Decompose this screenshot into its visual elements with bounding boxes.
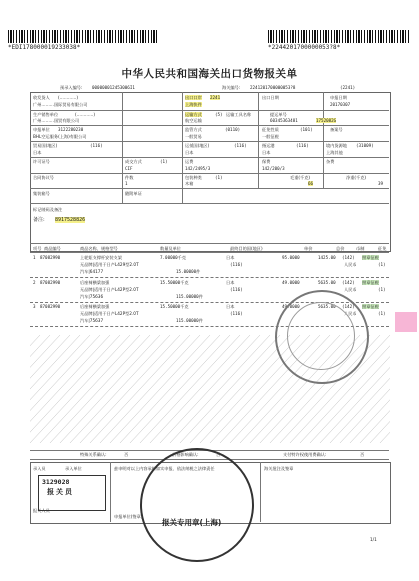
export-date-label: 出口日期 xyxy=(262,95,279,100)
item-price: 49.0000 xyxy=(282,304,300,309)
declare-unit-label: 申报单位(签章) xyxy=(114,514,143,519)
item-currency-code: (142) xyxy=(342,280,355,285)
item-currency: 人民币 xyxy=(344,311,357,316)
item-levy: 照章征税 xyxy=(362,255,379,260)
item-country-code: (116) xyxy=(230,262,243,267)
transport-name: 航空运输 xyxy=(185,118,202,123)
item-total: 1425.00 xyxy=(318,255,336,260)
insurance-label: 保费 xyxy=(262,159,271,164)
item-no: 2 xyxy=(33,280,36,285)
round-stamp-inner xyxy=(287,302,355,370)
customs-no-label: 海关编号: xyxy=(222,85,241,90)
item-qty2: 115.00000件 xyxy=(176,294,203,299)
item-qty1: 7.00000千克 xyxy=(160,255,187,260)
customs-seal xyxy=(140,448,254,562)
freight-label: 运费 xyxy=(185,159,194,164)
declare-date: 20170307 xyxy=(330,102,351,107)
item-name2: 无品牌|适用于日产L42P型2.0T xyxy=(80,287,139,292)
producer-label: 生产销售单位 xyxy=(33,112,59,117)
item-code: 87082990 xyxy=(40,280,61,285)
export-port-label: 出口口岸 xyxy=(185,95,202,100)
packages: 1 xyxy=(125,181,128,186)
remarks-label: 标记唛码及备注 xyxy=(33,207,63,212)
item-code: 87082990 xyxy=(40,255,61,260)
deal: CIF xyxy=(125,166,133,171)
freight: 142/2495/3 xyxy=(185,166,211,171)
page-mark: (2241) xyxy=(340,85,356,90)
transport-label: 运输方式 xyxy=(185,112,202,117)
supervision-label: 监管方式 xyxy=(185,127,202,132)
dest-country: 日本 xyxy=(185,150,194,155)
levy-code: (101) xyxy=(300,127,313,132)
item-row-divider xyxy=(30,277,389,278)
col-country: 最终目的国(地区) xyxy=(230,246,263,251)
item-no: 1 xyxy=(33,255,36,260)
declare-statement: 兹申明对以上内容承担如实申报、依法纳税之法律责任 xyxy=(114,466,215,471)
gross: 66 xyxy=(308,181,314,186)
col-currency: 币制 xyxy=(356,246,365,251)
item-name2: 无品牌|适用于日产L42P型2.0T xyxy=(80,311,139,316)
item-name1: 后座椅横梁加强 xyxy=(80,280,110,285)
supervision-code: (0110) xyxy=(225,127,241,132)
agent-name: BHL空运服务(上海)有限公司 xyxy=(33,134,87,139)
agent-label: 申报单位 xyxy=(33,127,50,132)
special-label: 特殊关系确认: xyxy=(80,452,107,457)
item-levy: 照章征税 xyxy=(362,280,379,285)
col-qty: 数量及单位 xyxy=(160,246,181,251)
levy-label: 征免性质 xyxy=(262,127,279,132)
dest-port-label: 指运港 xyxy=(262,143,275,148)
royalty-label: 支付特许权使用费确认: xyxy=(283,452,327,457)
remarks-note-label: 备注: xyxy=(33,217,45,223)
levy-name: 一般征税 xyxy=(262,134,279,139)
dest-port-code: (116) xyxy=(296,143,309,148)
export-port-code: 2241 xyxy=(210,95,221,100)
item-no: 3 xyxy=(33,304,36,309)
item-currency-code: (142) xyxy=(342,255,355,260)
price-value: 否 xyxy=(216,452,221,457)
item-total: 5635.00 xyxy=(318,304,336,309)
declarer-label: 报关人员 xyxy=(33,508,50,513)
declarer-stamp-id: 3129028 xyxy=(42,478,70,486)
trade-country-code: (116) xyxy=(90,143,103,148)
pack-type-code: (1) xyxy=(215,175,223,180)
item-qty1: 15.50000千克 xyxy=(160,280,189,285)
consignor-value: (…………) xyxy=(58,95,79,100)
pack-type: 木箱 xyxy=(185,181,194,186)
item-currency-code: (142) xyxy=(342,304,355,309)
declarer-stamp xyxy=(38,475,106,511)
page-number: 1/1 xyxy=(370,537,377,542)
item-qty2: 115.00000件 xyxy=(176,318,203,323)
customs-no: 2241201700000053?8 xyxy=(250,85,296,90)
producer-value: (…………) xyxy=(75,112,96,117)
col-total: 总价 xyxy=(336,246,345,251)
col-code: 商品编号 xyxy=(44,246,61,251)
net: 39 xyxy=(378,181,384,186)
bill-no-highlight: 1752082G xyxy=(316,118,337,123)
agent-code: 3122280230 xyxy=(58,127,84,132)
pack-type-label: 包装种类 xyxy=(185,175,202,180)
item-qty1: 15.50000千克 xyxy=(160,304,189,309)
supervision-name: 一般贸易 xyxy=(185,134,202,139)
transport-code: (5) xyxy=(215,112,223,117)
entry-unit-label: 录入单位 xyxy=(65,466,82,471)
item-name3: 汽车|64177 xyxy=(80,269,104,274)
producer-name: 广州………国贸有限公司 xyxy=(33,118,80,123)
deal-code: (1) xyxy=(160,159,168,164)
item-name3: 汽车|75637 xyxy=(80,318,104,323)
item-price: 95.0000 xyxy=(282,255,300,260)
net-label: 净重(千克) xyxy=(346,175,367,180)
remarks-note-value: 8917528826 xyxy=(55,217,86,223)
item-country-code: (116) xyxy=(230,287,243,292)
item-qty2: 15.00000件 xyxy=(176,269,201,274)
consignor-name: 广州………国际贸易有限公司 xyxy=(33,102,88,107)
customs-seal-text: 报关专用章(上海) xyxy=(162,518,222,527)
item-price: 49.0000 xyxy=(282,280,300,285)
source-code: (31009) xyxy=(356,143,374,148)
royalty-value: 否 xyxy=(360,452,365,457)
dest-port: 日本 xyxy=(262,150,271,155)
entry-person-label: 录入员 xyxy=(33,466,46,471)
pink-highlight xyxy=(395,312,417,332)
right-barcode xyxy=(268,30,410,43)
item-levy-code: (1) xyxy=(378,287,386,292)
col-price: 单价 xyxy=(304,246,313,251)
pre-entry-label: 预录入编号: xyxy=(60,85,83,90)
export-port-name: 上海快件 xyxy=(185,102,202,107)
item-name2: 无品牌|适用于日产L429型2.0T xyxy=(80,262,139,267)
price-label: 价格影响确认: xyxy=(172,452,199,457)
gross-label: 毛重(千克) xyxy=(290,175,311,180)
item-name1: 后座椅横梁加强 xyxy=(80,304,110,309)
dest-country-code: (116) xyxy=(234,143,247,148)
consignor-label: 收发货人 xyxy=(33,95,50,100)
source: 上海其他 xyxy=(326,150,343,155)
tool-label: 运输工具名称 xyxy=(226,112,252,117)
contract-label: 合同协议号 xyxy=(33,175,54,180)
item-total: 5635.00 xyxy=(318,280,336,285)
item-name3: 汽车|75636 xyxy=(80,294,104,299)
item-country: 日本 xyxy=(226,304,235,309)
left-barcode xyxy=(8,30,158,43)
special-value: 否 xyxy=(124,452,129,457)
right-barcode-text: *2244201700000053?8* xyxy=(268,44,341,51)
item-country: 日本 xyxy=(226,255,235,260)
item-levy-code: (1) xyxy=(378,311,386,316)
insurance: 142/200/3 xyxy=(262,166,285,171)
item-levy-code: (1) xyxy=(378,262,386,267)
left-barcode-text: *EDI178000019233038* xyxy=(8,44,81,51)
item-name1: 上轮矩支撑杆安装支架 xyxy=(80,255,122,260)
col-levy: 征免 xyxy=(378,246,387,251)
dest-country-label: 运抵国(地区) xyxy=(185,143,210,148)
source-label: 境内货源地 xyxy=(326,143,347,148)
trade-country: 日本 xyxy=(33,150,42,155)
item-currency: 人民币 xyxy=(344,287,357,292)
col-name: 商品名称、规格型号 xyxy=(80,246,118,251)
bill-label: 提运单号 xyxy=(270,112,287,117)
customs-note-label: 海关批注及签章 xyxy=(264,466,294,471)
docs-label: 随附单证 xyxy=(125,191,142,196)
license-label: 许可证号 xyxy=(33,159,50,164)
declarer-stamp-title: 报关员 xyxy=(47,488,74,496)
misc-label: 杂费 xyxy=(326,159,335,164)
deal-label: 成交方式 xyxy=(125,159,142,164)
col-no: 项号 xyxy=(33,246,42,251)
declare-date-label: 申报日期 xyxy=(330,95,347,100)
pre-entry-no: 000000012453006I1 xyxy=(92,85,135,90)
packages-label: 件数 xyxy=(125,175,134,180)
page-title: 中华人民共和国海关出口货物报关单 xyxy=(121,68,298,80)
item-levy: 照章征税 xyxy=(362,304,379,309)
item-currency: 人民币 xyxy=(344,262,357,267)
bill-no: 60345363481 xyxy=(270,118,298,123)
item-country: 日本 xyxy=(226,280,235,285)
record-label: 备案号 xyxy=(330,127,343,132)
container-label: 集装箱号 xyxy=(33,191,50,196)
item-code: 87082990 xyxy=(40,304,61,309)
trade-country-label: 贸易国(地区) xyxy=(33,143,58,148)
item-country-code: (116) xyxy=(230,311,243,316)
